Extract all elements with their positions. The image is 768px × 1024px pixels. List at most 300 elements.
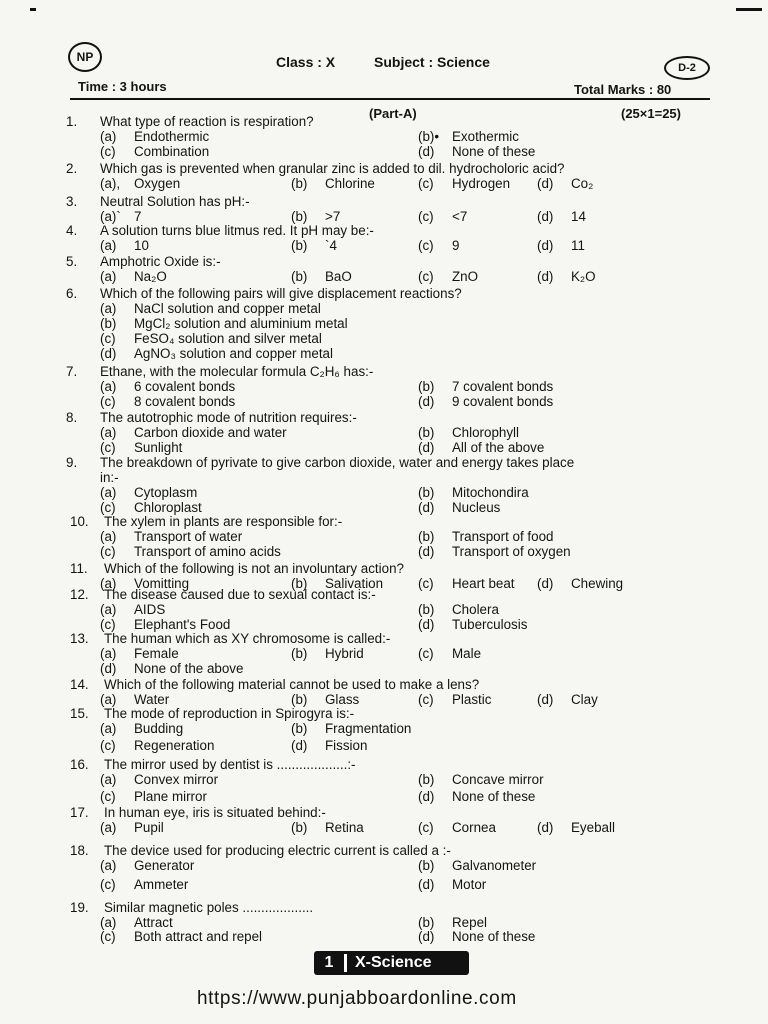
option-text: Mitochondira [452,485,529,500]
option-letter: (b) [100,316,117,331]
option-row [66,738,716,755]
option-text: Clay [571,692,598,707]
question-text: Which gas is prevented when granular zinc is added to dil. hydrocholoric acid? [100,161,565,176]
option-letter: (a) [100,721,117,736]
question-text: Similar magnetic poles ................... [104,900,314,915]
option-text: Convex mirror [134,772,219,787]
option-text: Sunlight [134,440,183,455]
option-c [418,646,481,661]
option-letter: (a) [100,269,117,284]
option-c [100,440,182,455]
option-letter: (d) [291,738,308,753]
option-c [418,238,459,253]
question-17 [66,805,716,839]
option-letter: (d) [418,500,435,515]
option-a [100,129,209,144]
option-row [66,269,716,284]
option-text: Ammeter [134,877,189,892]
option-row [66,209,716,224]
option-text: Transport of food [452,529,554,544]
option-letter: (a) [100,238,117,253]
option-text: Female [134,646,179,661]
option-letter: (c) [100,144,116,159]
option-a [100,379,235,394]
question-text: The human which as XY chromosome is called:- [104,631,391,646]
option-row [66,485,716,500]
option-letter: (a) [100,425,117,440]
option-letter: (c) [100,929,116,944]
option-text: Attract [134,915,173,930]
option-letter: (c) [100,877,116,892]
question-number: 18. [70,843,89,858]
option-row [66,346,716,361]
option-letter: (c) [100,617,116,632]
option-c [418,209,467,224]
option-d [537,692,598,707]
option-text: Cytoplasm [134,485,198,500]
option-letter: (c) [100,738,116,753]
option-letter: (d) [537,576,554,591]
option-c [100,500,202,515]
question-text: The disease caused due to sexual contact is:- [104,587,376,602]
option-text: Transport of water [134,529,243,544]
option-c [100,544,281,559]
option-row [66,617,716,632]
option-letter: (b) [418,915,435,930]
option-text: None of the above [134,661,244,676]
option-b [291,209,340,224]
question-number: 7. [66,364,78,379]
option-d [418,440,544,455]
option-text: FeSO₄ solution and silver metal [134,331,322,346]
option-letter: (b) [418,379,435,394]
question-19 [66,900,716,943]
option-row [66,915,716,929]
option-text: Elephant's Food [134,617,231,632]
option-b [291,721,411,736]
option-letter: (d) [418,789,435,804]
option-text: Motor [452,877,487,892]
option-b [291,269,352,284]
option-text: K₂O [571,269,596,284]
option-letter: (c) [418,820,434,835]
question-3 [66,194,716,224]
option-letter: (c) [100,331,116,346]
option-a [100,646,179,661]
question-text: A solution turns blue litmus red. It pH may be:- [100,223,374,238]
question-text: Ethane, with the molecular formula C₂H₆ has:- [100,364,374,379]
option-text: Exothermic [452,129,519,144]
option-text: 9 [452,238,460,253]
option-text: AgNO₃ solution and copper metal [134,346,333,361]
option-letter: (c) [100,544,116,559]
option-row [66,316,716,331]
option-text: 10 [134,238,149,253]
option-text: Generator [134,858,195,873]
option-row [66,144,716,159]
option-row [66,379,716,394]
option-letter: (c) [100,789,116,804]
question-5 [66,254,716,284]
option-b [418,425,519,440]
option-row [66,721,716,738]
option-letter: (d) [418,617,435,632]
question-7 [66,364,716,409]
option-text: Transport of oxygen [452,544,571,559]
option-letter: (d) [418,394,435,409]
option-row [66,425,716,440]
option-text: Plastic [452,692,492,707]
question-text: Neutral Solution has pH:- [100,194,250,209]
option-row [66,544,716,559]
option-text: 7 [134,209,142,224]
option-text: Heart beat [452,576,515,591]
question-number: 19. [70,900,89,915]
option-letter: (a) [100,602,117,617]
option-text: 6 covalent bonds [134,379,236,394]
time-label: Time : 3 hours [78,79,167,94]
question-12 [66,587,716,632]
question-number: 3. [66,194,78,209]
option-row [66,789,716,806]
option-text: Cornea [452,820,496,835]
option-text: Carbon dioxide and water [134,425,287,440]
option-d [418,877,486,892]
option-text: All of the above [452,440,545,455]
option-a [100,301,321,316]
option-letter: (d) [537,209,554,224]
option-a [100,721,183,736]
option-text: Pupil [134,820,164,835]
question-number: 5. [66,254,78,269]
option-text: Co₂ [571,176,594,191]
question-14 [66,677,716,707]
option-row [66,129,716,144]
option-text: 8 covalent bonds [134,394,236,409]
option-text: Both attract and repel [134,929,263,944]
option-text: Retina [325,820,364,835]
option-letter: (b) [418,602,435,617]
option-letter: (c) [418,176,434,191]
option-letter: (b) [291,176,308,191]
option-a [100,238,149,253]
option-letter: (a) [100,129,117,144]
option-row [66,394,716,409]
question-text: Which of the following is not an involuntary action? [104,561,404,576]
option-letter: (a)` [100,209,121,224]
option-text: Vomitting [134,576,190,591]
option-b [418,379,553,394]
option-letter: (a) [100,772,117,787]
option-letter: (c) [100,440,116,455]
option-letter: (a) [100,379,117,394]
question-number: 14. [70,677,89,692]
option-text: >7 [325,209,341,224]
option-b [291,820,364,835]
option-row [66,529,716,544]
question-number: 2. [66,161,78,176]
option-letter: (d) [100,346,117,361]
question-number: 17. [70,805,89,820]
question-text: The device used for producing electric current is called a :- [104,843,451,858]
option-letter: (b) [291,820,308,835]
option-b [291,692,359,707]
option-d [537,269,596,284]
question-number: 16. [70,757,89,772]
option-text: 9 covalent bonds [452,394,554,409]
option-b [418,529,553,544]
option-a [100,269,167,284]
option-letter: (b) [291,209,308,224]
option-row [66,331,716,346]
option-d [537,238,585,253]
option-text: Fragmentation [325,721,412,736]
question-text: The autotrophic mode of nutrition requires:- [100,410,357,425]
option-row [66,238,716,253]
question-number: 15. [70,706,89,721]
option-letter: (a) [100,301,117,316]
question-number: 10. [70,514,89,529]
option-letter: (b) [418,772,435,787]
option-c [100,738,214,753]
option-letter: (c) [418,209,434,224]
option-text: Hydrogen [452,176,511,191]
option-c [100,617,230,632]
page-number: 1 [314,954,347,972]
option-c [100,331,322,346]
option-row [66,692,716,707]
option-b [291,176,375,191]
option-a [100,425,287,440]
option-letter: (a) [100,820,117,835]
option-b [100,316,348,331]
header-rule [70,98,710,100]
option-letter: (a) [100,529,117,544]
option-text: <7 [452,209,468,224]
option-text: `4 [325,238,337,253]
option-letter: (b)• [418,129,440,144]
page-footer-badge [314,951,469,975]
option-text: Chlorine [325,176,375,191]
option-text: Salivation [325,576,384,591]
option-letter: (a) [100,692,117,707]
option-text: Endothermic [134,129,210,144]
option-a [100,772,218,787]
option-text: Budding [134,721,184,736]
question-number: 11. [70,561,88,576]
option-text: Oxygen [134,176,181,191]
option-text: Regeneration [134,738,215,753]
question-number: 12. [70,587,89,602]
subject-label: Subject : Science [374,54,490,70]
option-text: AIDS [134,602,166,617]
option-c [100,789,207,804]
option-b [418,772,544,787]
option-d [537,176,593,191]
option-c [418,820,496,835]
option-text: Concave mirror [452,772,544,787]
question-1 [66,114,716,159]
option-text: BaO [325,269,352,284]
question-15 [66,706,716,755]
option-text: Cholera [452,602,499,617]
option-letter: (b) [291,576,308,591]
question-text: Which of the following material cannot be used to make a lens? [104,677,480,692]
source-url: https://www.punjabboardonline.com [197,988,517,1009]
question-number: 4. [66,223,78,238]
scan-mark-right [736,8,762,11]
paper-code: D-2 [664,56,710,80]
option-letter: (b) [291,238,308,253]
option-letter: (b) [291,692,308,707]
question-number: 9. [66,455,78,470]
option-d [418,617,527,632]
option-d [100,346,333,361]
question-text: The mirror used by dentist is ...................:- [104,757,356,772]
option-letter: (c) [100,500,116,515]
option-letter: (a) [100,576,117,591]
option-b [291,238,337,253]
option-text: Male [452,646,482,661]
option-text: ZnO [452,269,479,284]
option-text: Combination [134,144,210,159]
option-letter: (c) [418,269,434,284]
option-text: Galvanometer [452,858,537,873]
option-a [100,485,197,500]
question-text: What type of reaction is respiration? [100,114,314,129]
option-letter: (d) [418,877,435,892]
option-row [66,500,716,515]
option-letter: (b) [418,425,435,440]
option-row [66,646,716,661]
option-row [66,602,716,617]
option-letter: (a), [100,176,121,191]
option-c [100,877,188,892]
question-16 [66,757,716,806]
option-a [100,915,173,930]
question-number: 6. [66,286,78,301]
option-d [537,209,586,224]
option-text: MgCl₂ solution and aluminium metal [134,316,348,331]
option-text: None of these [452,929,536,944]
option-a [100,602,165,617]
option-a [100,209,141,224]
option-letter: (d) [418,544,435,559]
option-text: Transport of amino acids [134,544,281,559]
option-a [100,692,169,707]
option-c [100,144,209,159]
option-text: Glass [325,692,360,707]
option-letter: (d) [418,440,435,455]
question-13 [66,631,716,676]
option-letter: (d) [537,238,554,253]
option-text: Nucleus [452,500,501,515]
option-letter: (a) [100,646,117,661]
question-10 [66,514,716,559]
option-letter: (b) [291,269,308,284]
option-row [66,820,716,839]
scan-mark-left [30,8,36,11]
option-d [418,500,500,515]
option-row [66,176,716,191]
option-d [291,738,367,753]
option-letter: (b) [418,529,435,544]
question-text: The breakdown of pyrivate to give carbon dioxide, water and energy takes place [100,455,575,470]
option-d [537,820,615,835]
option-letter: (d) [537,269,554,284]
option-letter: (c) [418,576,434,591]
option-c [100,929,262,944]
part-heading: (Part-A) [369,106,417,121]
question-number: 8. [66,410,78,425]
option-text: 14 [571,209,586,224]
option-d [418,394,553,409]
option-row [66,301,716,316]
option-a [100,176,180,191]
option-text: 7 covalent bonds [452,379,554,394]
option-letter: (a) [100,915,117,930]
option-text: Chloroplast [134,500,202,515]
option-d [100,661,243,676]
part-marks: (25×1=25) [621,106,681,121]
question-2 [66,161,716,191]
option-letter: (b) [418,485,435,500]
option-text: Chewing [571,576,624,591]
option-text: Eyeball [571,820,615,835]
option-letter: (d) [418,144,435,159]
option-d [418,929,535,944]
question-text: Which of the following pairs will give displacement reactions? [100,286,462,301]
question-number: 1. [66,114,78,129]
option-text: None of these [452,789,536,804]
option-a [100,858,194,873]
option-row [66,661,716,676]
option-a [100,820,164,835]
option-letter: (d) [418,929,435,944]
option-d [418,144,535,159]
page-label: X-Science [355,954,432,971]
option-b [418,485,529,500]
option-row [66,929,716,943]
option-text: NaCl solution and copper metal [134,301,321,316]
option-letter: (a) [100,858,117,873]
option-letter: (d) [537,820,554,835]
option-text: Repel [452,915,487,930]
question-text: The mode of reproduction in Spirogyra is:- [104,706,355,721]
option-letter: (b) [418,858,435,873]
option-letter: (d) [100,661,117,676]
option-text: Hybrid [325,646,364,661]
question-18 [66,843,716,896]
option-b [418,602,499,617]
question-text: Amphotric Oxide is:- [100,254,221,269]
option-row [66,440,716,455]
option-letter: (c) [418,692,434,707]
option-text: Na₂O [134,269,167,284]
option-c [418,269,478,284]
class-label: Class : X [276,54,336,70]
option-letter: (d) [537,692,554,707]
option-d [418,789,535,804]
question-9 [66,455,716,515]
option-d [418,544,571,559]
question-number: 13. [70,631,89,646]
board-logo: NP [68,42,102,72]
option-letter: (c) [100,394,116,409]
option-text: Chlorophyll [452,425,519,440]
option-letter: (b) [291,721,308,736]
option-row [66,858,716,877]
